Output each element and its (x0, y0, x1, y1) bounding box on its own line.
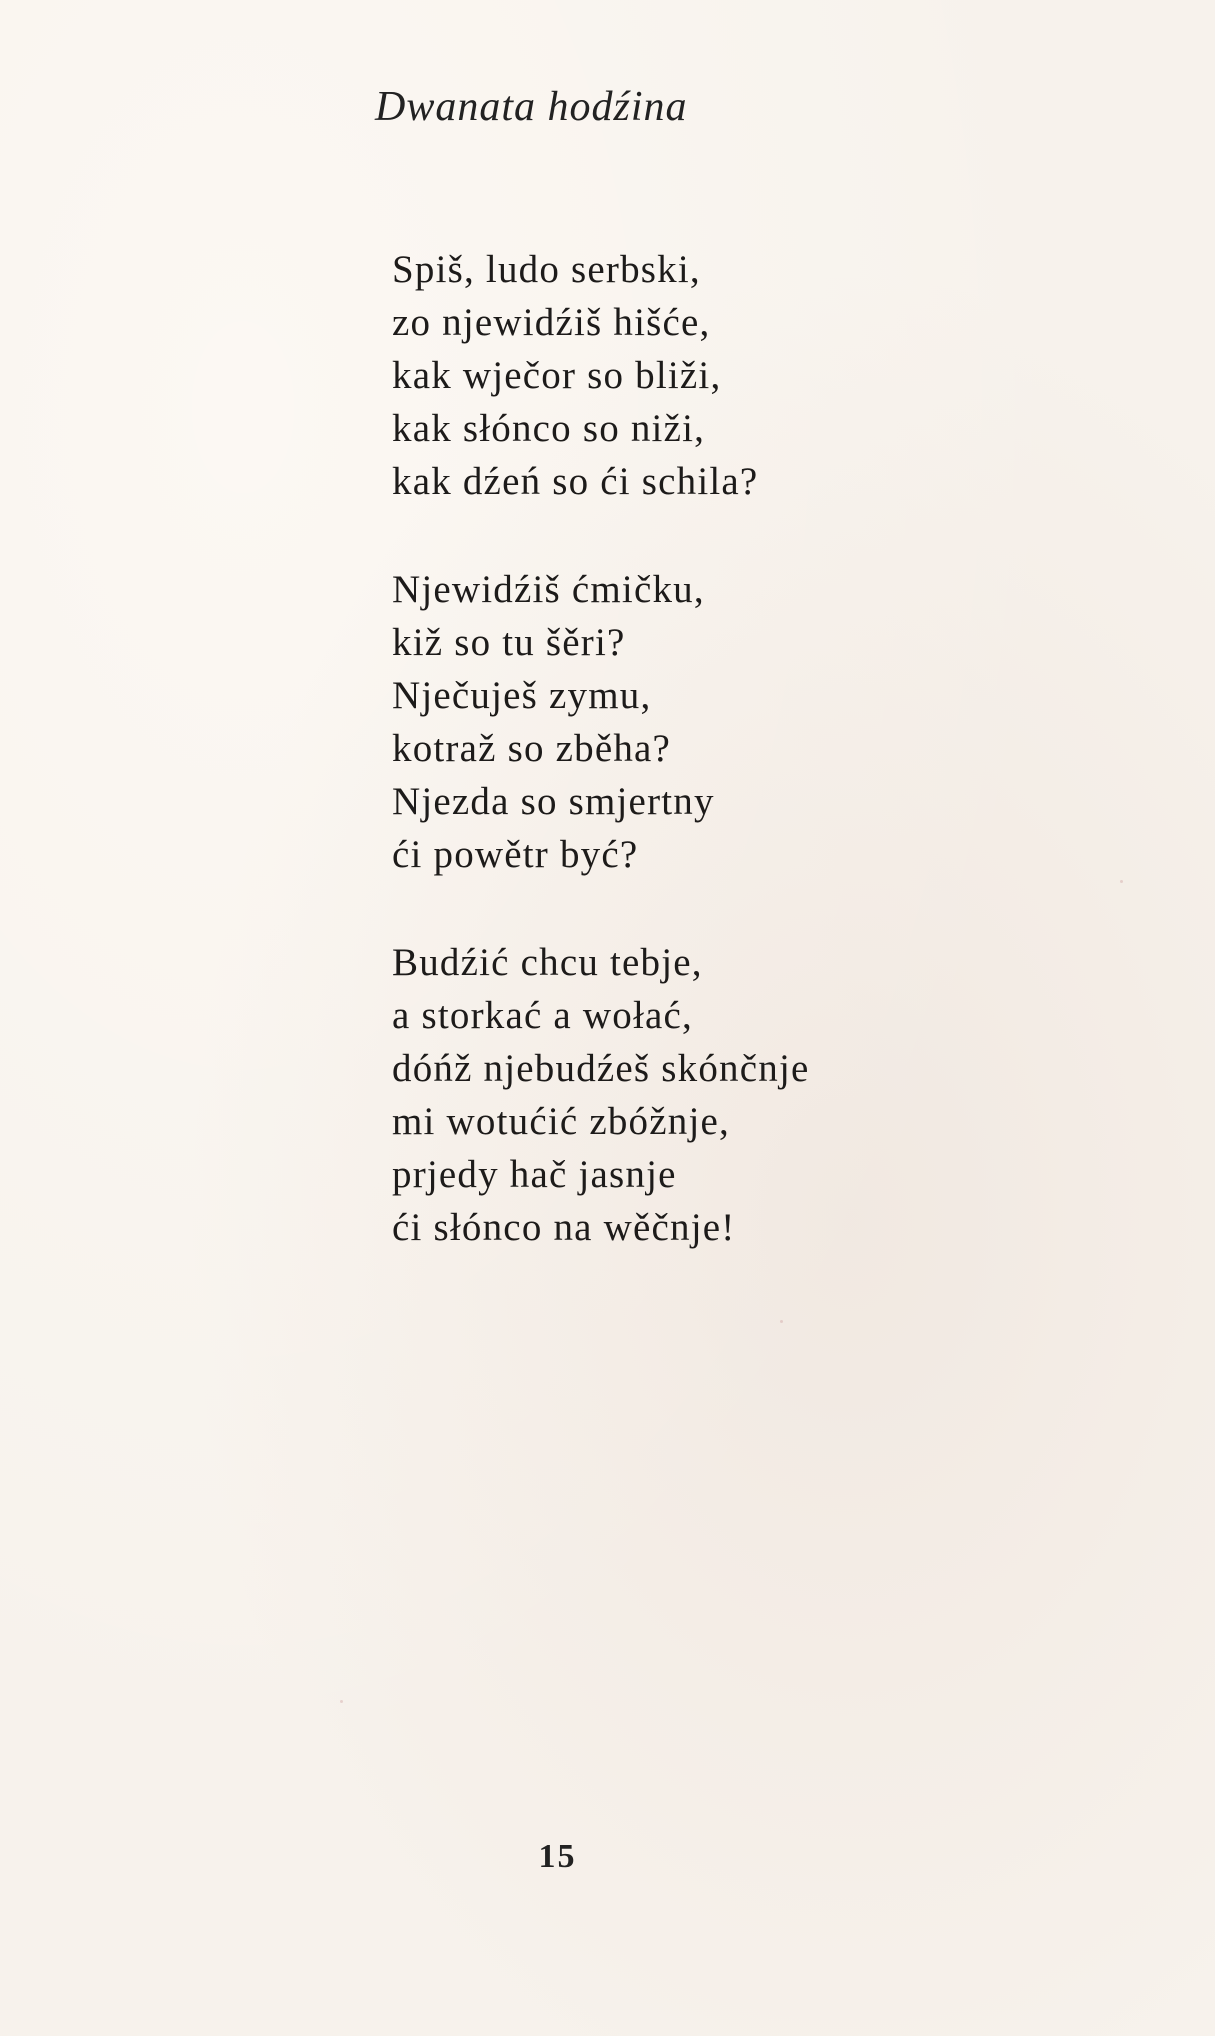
verse-line: a storkać a wołać, (392, 994, 693, 1037)
verse-line: Njezda so smjertny (392, 780, 715, 823)
verse-line: mi wotućić zbóžnje, (392, 1100, 730, 1143)
stanza-2 (392, 563, 952, 881)
verse-line: Spiš, ludo serbski, (392, 248, 701, 291)
verse-line: dóńž njebudźeš skónčnje (392, 1047, 810, 1090)
paper-speck (340, 1700, 343, 1703)
verse-line: Nječuješ zymu, (392, 674, 652, 717)
running-title: Dwanata hodźina (375, 84, 688, 130)
poem (392, 243, 952, 1309)
verse-line: kak dźeń so ći schila? (392, 460, 759, 503)
verse-line: kotraž so zběha? (392, 727, 672, 770)
paper-speck (1120, 880, 1123, 883)
verse-line: ći powětr być? (392, 833, 639, 876)
paper-speck (780, 1320, 783, 1323)
stanza-1 (392, 243, 952, 508)
verse-line: kak słónco so niži, (392, 407, 706, 450)
stanza-3 (392, 936, 952, 1254)
verse-line: zo njewidźiš hišće, (392, 301, 711, 344)
verse-line: kak wječor so bliži, (392, 354, 722, 397)
verse-line: kiž so tu šěri? (392, 621, 626, 664)
verse-line: Njewidźiš ćmičku, (392, 568, 705, 611)
verse-line: prjedy hač jasnje (392, 1153, 677, 1196)
verse-line: ći słónco na wěčnje! (392, 1206, 736, 1249)
page-number: 15 (538, 1838, 577, 1875)
verse-line: Budźić chcu tebje, (392, 941, 703, 984)
